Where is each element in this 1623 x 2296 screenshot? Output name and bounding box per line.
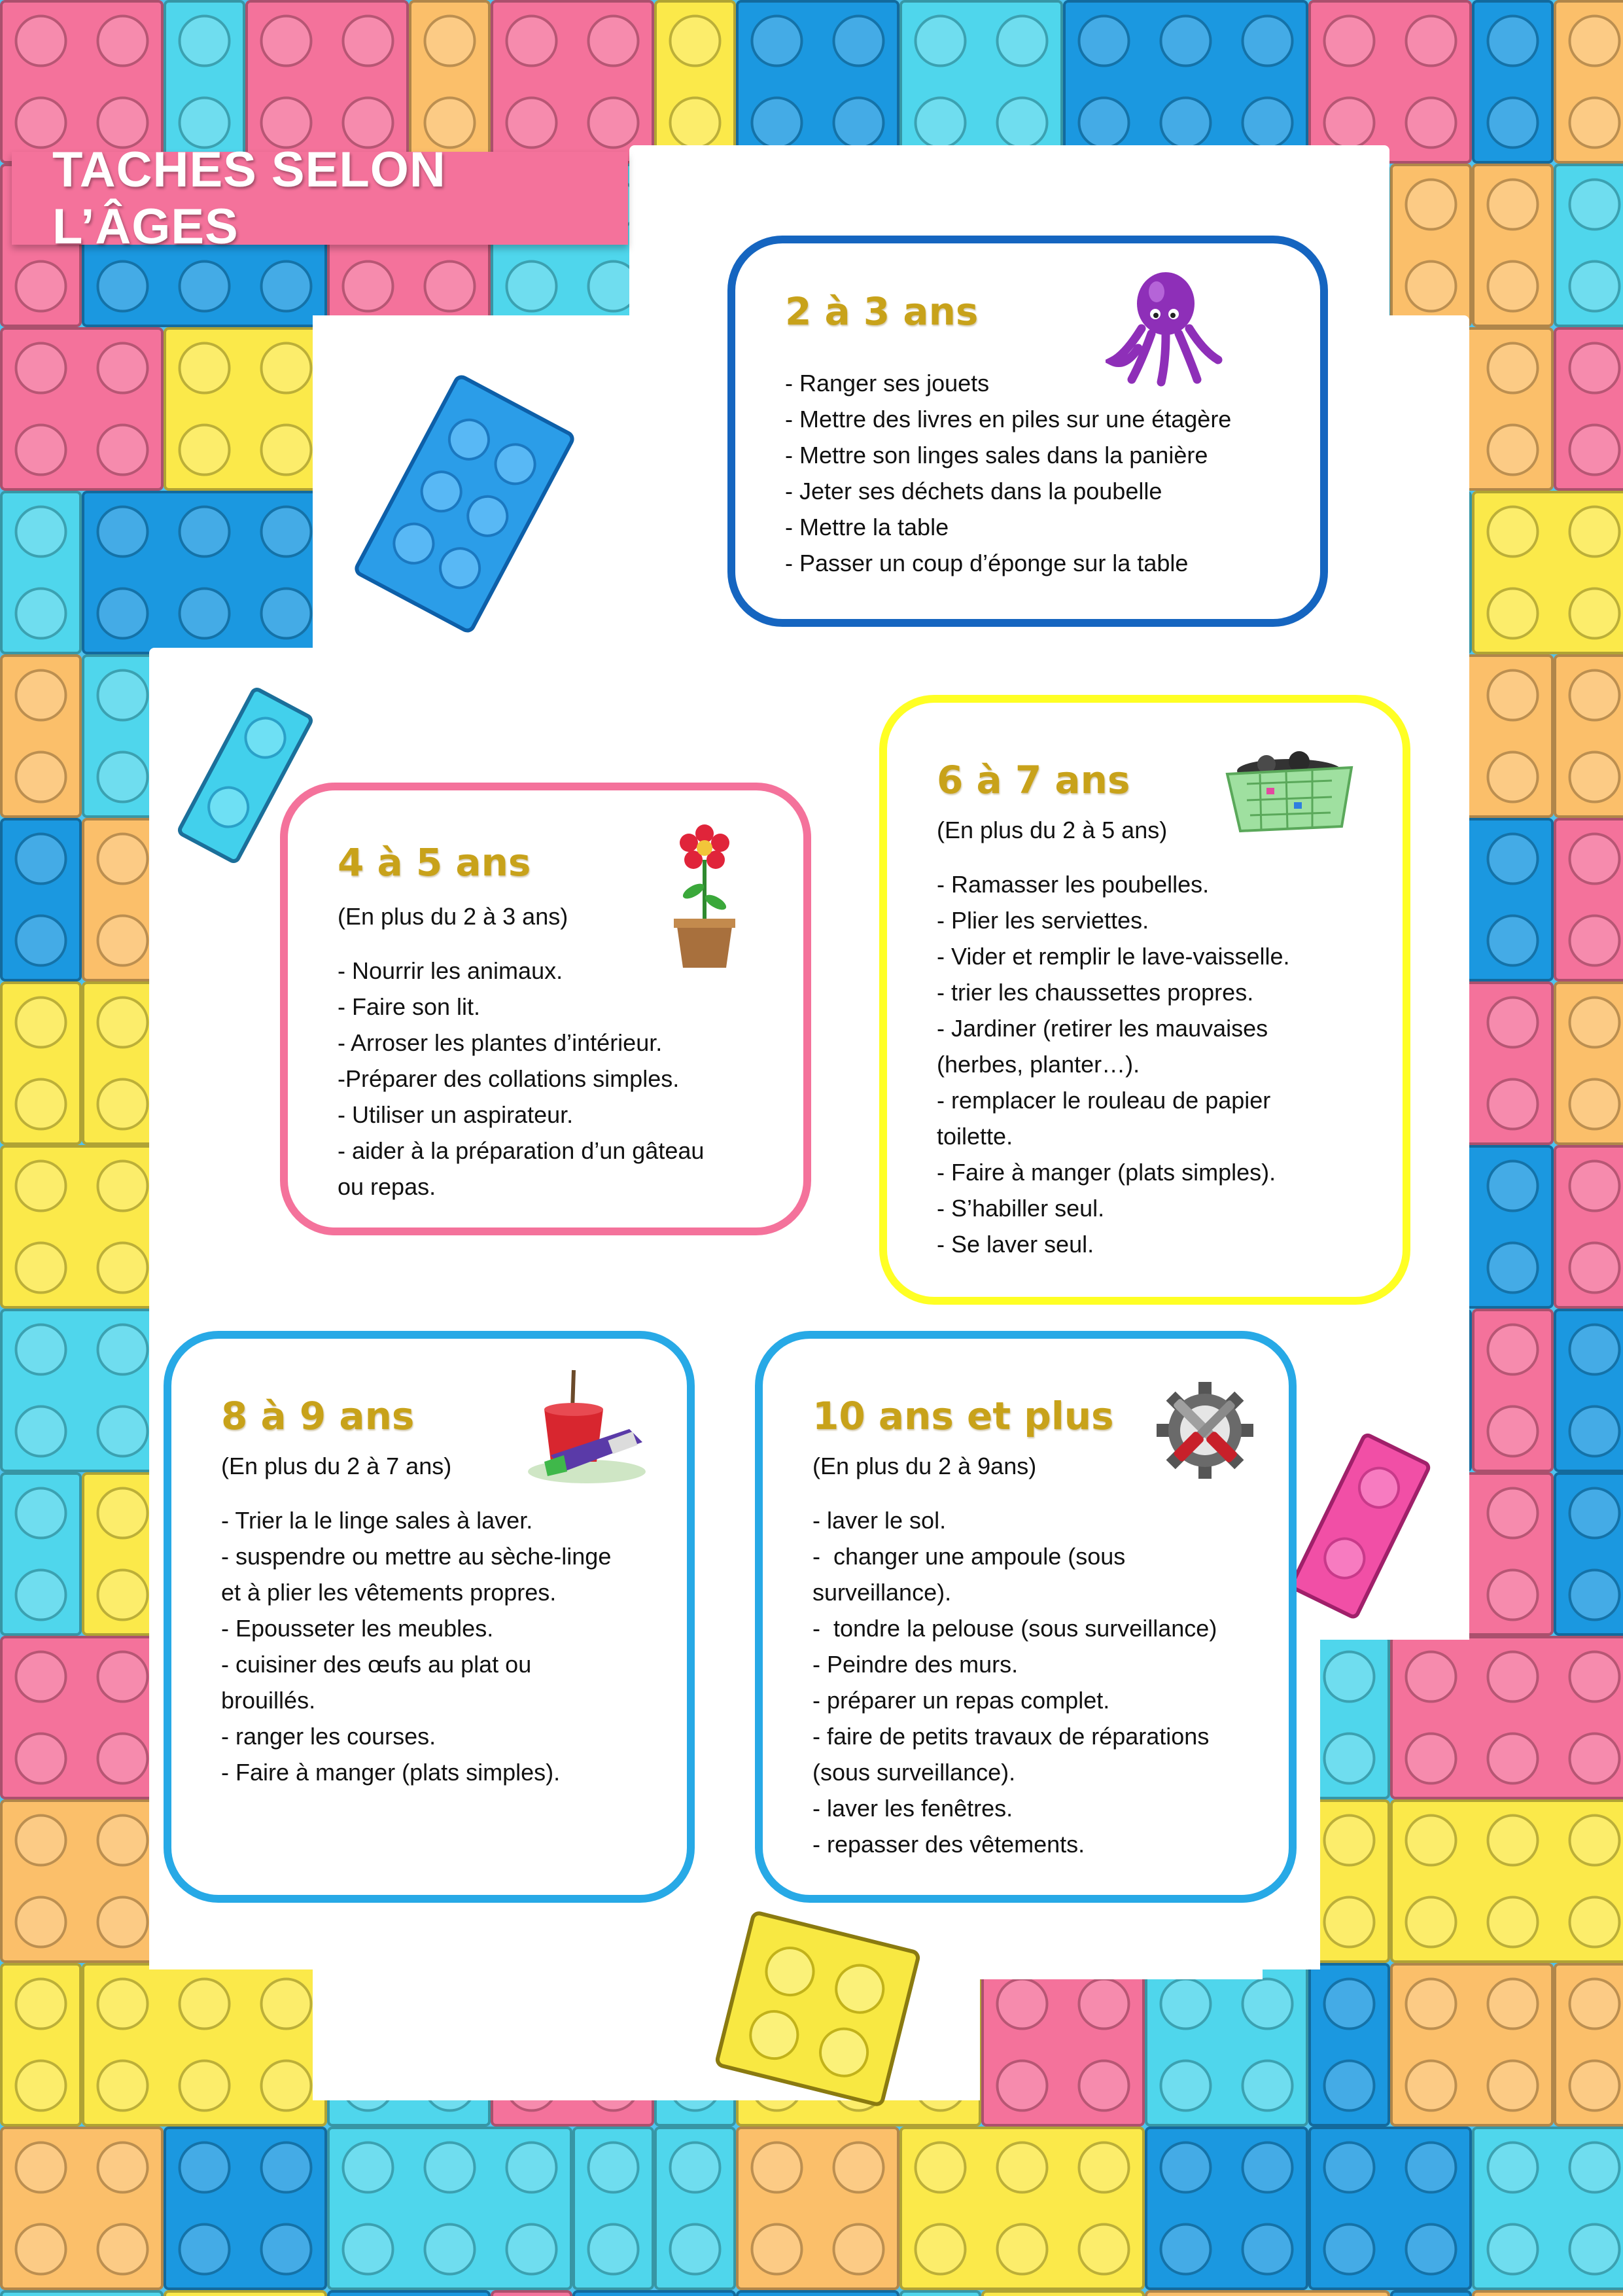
list-item: - Ramasser les poubelles. — [937, 871, 1210, 898]
page-title: TACHES SELON L’ÂGES — [52, 142, 446, 255]
list-item: - Jardiner (retirer les mauvaises — [937, 1015, 1268, 1042]
lego-stud — [1570, 1979, 1620, 2029]
lego-stud — [1570, 180, 1620, 230]
lego-brick — [1146, 2291, 1389, 2296]
lego-stud — [1488, 834, 1538, 884]
content-panel-bottom-right — [968, 1950, 1263, 1979]
lego-stud — [507, 2143, 557, 2193]
lego-stud — [98, 1325, 148, 1375]
lego-stud — [1488, 1080, 1538, 1129]
lego-stud — [1570, 98, 1620, 148]
lego-stud — [1488, 998, 1538, 1048]
lego-stud — [752, 2225, 802, 2274]
lego-stud — [1406, 1652, 1456, 1702]
lego-stud — [16, 916, 66, 966]
laundry-basket-icon — [1221, 745, 1358, 836]
lego-stud — [1570, 1161, 1620, 1211]
card-heading: 10 ans et plus — [812, 1394, 1114, 1438]
lego-stud — [1570, 671, 1620, 720]
lego-stud — [425, 2143, 475, 2193]
lego-stud — [16, 1898, 66, 1947]
list-item: (sous surveillance). — [812, 1759, 1016, 1786]
lego-stud — [1570, 1570, 1620, 1620]
list-item: - Faire à manger (plats simples). — [937, 1159, 1276, 1186]
lego-stud — [98, 507, 148, 557]
lego-stud — [916, 2225, 966, 2274]
lego-stud — [425, 98, 475, 148]
lego-stud — [834, 98, 884, 148]
lego-stud — [16, 2061, 66, 2111]
lego-stud — [180, 16, 230, 66]
lego-brick — [574, 2291, 735, 2296]
lego-stud — [16, 507, 66, 557]
list-item: - Faire son lit. — [338, 993, 481, 1020]
lego-brick — [328, 2291, 489, 2296]
lego-brick — [1473, 2291, 1623, 2296]
lego-stud — [262, 16, 311, 66]
list-item: surveillance). — [812, 1579, 952, 1606]
lego-stud — [98, 834, 148, 884]
lego-stud — [916, 98, 966, 148]
list-item: - Passer un coup d’éponge sur la table — [785, 550, 1189, 576]
list-item: - cuisiner des œufs au plat ou — [221, 1651, 532, 1678]
lego-stud — [98, 1652, 148, 1702]
card-age-10-plus — [755, 1331, 1297, 1903]
lego-stud — [343, 2143, 393, 2193]
lego-stud — [98, 998, 148, 1048]
list-item: et à plier les vêtements propres. — [221, 1579, 557, 1606]
lego-stud — [180, 2225, 230, 2274]
lego-stud — [98, 1816, 148, 1865]
card-age-8-9 — [164, 1331, 695, 1903]
lego-stud — [1488, 1652, 1538, 1702]
lego-stud — [1161, 98, 1211, 148]
list-item: - laver le sol. — [812, 1507, 947, 1534]
lego-stud — [1570, 262, 1620, 311]
lego-stud — [589, 98, 638, 148]
lego-stud — [1570, 998, 1620, 1048]
lego-stud — [16, 1489, 66, 1538]
lego-stud — [1161, 1979, 1211, 2029]
lego-stud — [1325, 1979, 1374, 2029]
lego-stud — [16, 2143, 66, 2193]
list-item: - remplacer le rouleau de papier — [937, 1087, 1271, 1114]
lego-stud — [262, 262, 311, 311]
list-item: - préparer un repas complet. — [812, 1687, 1110, 1714]
lego-stud — [507, 16, 557, 66]
lego-stud — [16, 262, 66, 311]
lego-stud — [1488, 1489, 1538, 1538]
lego-stud — [507, 262, 557, 311]
lego-stud — [1243, 16, 1293, 66]
octopus-icon — [1106, 263, 1223, 387]
list-item: - Mettre son linges sales dans la panière — [785, 442, 1208, 468]
card-subtitle: (En plus du 2 à 3 ans) — [338, 903, 568, 930]
lego-stud — [16, 1734, 66, 1784]
lego-stud — [1406, 98, 1456, 148]
task-list — [812, 1502, 1217, 1862]
card-age-6-7 — [879, 695, 1410, 1305]
lego-stud — [1325, 1734, 1374, 1784]
card-age-4-5 — [280, 783, 811, 1235]
lego-stud — [1243, 2143, 1293, 2193]
lego-brick — [983, 2291, 1143, 2296]
lego-stud — [1570, 1325, 1620, 1375]
list-item: - Plier les serviettes. — [937, 907, 1149, 934]
lego-stud — [98, 16, 148, 66]
lego-stud — [425, 2225, 475, 2274]
flower-pot-icon — [669, 814, 741, 971]
lego-stud — [180, 98, 230, 148]
lego-stud — [180, 1979, 230, 2029]
lego-stud — [1161, 2061, 1211, 2111]
lego-stud — [16, 671, 66, 720]
lego-stud — [1488, 752, 1538, 802]
lego-stud — [16, 1816, 66, 1865]
lego-stud — [16, 425, 66, 475]
lego-stud — [16, 752, 66, 802]
lego-stud — [262, 2061, 311, 2111]
lego-stud — [1488, 16, 1538, 66]
lego-stud — [589, 2143, 638, 2193]
card-age-2-3 — [727, 236, 1328, 627]
lego-stud — [1488, 2143, 1538, 2193]
lego-brick-blue-icon — [340, 366, 589, 641]
lego-stud — [98, 344, 148, 393]
lego-stud — [16, 1325, 66, 1375]
lego-stud — [998, 2061, 1047, 2111]
lego-stud — [98, 1243, 148, 1293]
lego-stud — [1570, 1080, 1620, 1129]
lego-stud — [1325, 1816, 1374, 1865]
lego-stud — [98, 671, 148, 720]
task-list — [221, 1502, 611, 1790]
lego-stud — [1325, 2225, 1374, 2274]
lego-stud — [1488, 1979, 1538, 2029]
lego-stud — [1079, 1979, 1129, 2029]
lego-brick-pink-icon — [1282, 1426, 1433, 1623]
lego-stud — [343, 98, 393, 148]
lego-stud — [180, 425, 230, 475]
list-item: - Vider et remplir le lave-vaisselle. — [937, 943, 1290, 970]
list-item: - Faire à manger (plats simples). — [221, 1759, 561, 1786]
lego-stud — [1161, 2225, 1211, 2274]
lego-stud — [1488, 1898, 1538, 1947]
lego-stud — [262, 98, 311, 148]
lego-stud — [1406, 2225, 1456, 2274]
list-item: - suspendre ou mettre au sèche-linge — [221, 1543, 612, 1570]
lego-stud — [262, 507, 311, 557]
list-item: - repasser des vêtements. — [812, 1831, 1085, 1858]
lego-stud — [1325, 2143, 1374, 2193]
lego-brick — [1, 2291, 162, 2296]
lego-stud — [16, 834, 66, 884]
lego-stud — [425, 16, 475, 66]
list-item: (herbes, planter…). — [937, 1051, 1140, 1078]
list-item: - S’habiller seul. — [937, 1195, 1105, 1222]
lego-stud — [507, 98, 557, 148]
lego-stud — [1325, 1652, 1374, 1702]
lego-stud — [262, 1979, 311, 2029]
lego-stud — [262, 344, 311, 393]
lego-stud — [1079, 2225, 1129, 2274]
lego-stud — [1243, 2225, 1293, 2274]
lego-stud — [98, 2061, 148, 2111]
lego-stud — [752, 16, 802, 66]
lego-stud — [1570, 16, 1620, 66]
lego-stud — [1406, 262, 1456, 311]
task-list — [785, 365, 1231, 581]
list-item: - Nourrir les animaux. — [338, 957, 563, 984]
lego-stud — [1570, 834, 1620, 884]
lego-stud — [1570, 1734, 1620, 1784]
lego-brick — [492, 2291, 571, 2296]
lego-stud — [1488, 98, 1538, 148]
lego-stud — [1488, 589, 1538, 639]
lego-stud — [16, 589, 66, 639]
lego-stud — [16, 1161, 66, 1211]
lego-stud — [1406, 1898, 1456, 1947]
lego-stud — [1325, 98, 1374, 148]
lego-stud — [180, 262, 230, 311]
lego-stud — [1406, 1734, 1456, 1784]
lego-stud — [1406, 180, 1456, 230]
card-heading: 4 à 5 ans — [338, 840, 531, 885]
lego-stud — [425, 262, 475, 311]
lego-stud — [1488, 671, 1538, 720]
lego-stud — [589, 16, 638, 66]
lego-stud — [1488, 1407, 1538, 1457]
lego-stud — [998, 98, 1047, 148]
lego-stud — [16, 1407, 66, 1457]
lego-stud — [16, 1243, 66, 1293]
lego-stud — [343, 2225, 393, 2274]
gear-tools-icon — [1153, 1378, 1257, 1483]
title-banner — [12, 142, 628, 255]
card-subtitle: (En plus du 2 à 7 ans) — [221, 1453, 452, 1479]
lego-stud — [1488, 916, 1538, 966]
lego-stud — [998, 2225, 1047, 2274]
lego-stud — [752, 2143, 802, 2193]
lego-stud — [98, 1489, 148, 1538]
lego-stud — [1488, 1243, 1538, 1293]
list-item: - Epousseter les meubles. — [221, 1615, 494, 1642]
lego-stud — [998, 2143, 1047, 2193]
lego-stud — [98, 262, 148, 311]
lego-stud — [16, 1080, 66, 1129]
lego-stud — [1570, 916, 1620, 966]
lego-stud — [1570, 425, 1620, 475]
list-item: -Préparer des collations simples. — [338, 1065, 680, 1092]
lego-stud — [98, 752, 148, 802]
list-item: - Jeter ses déchets dans la poubelle — [785, 478, 1162, 504]
lego-stud — [1488, 344, 1538, 393]
lego-stud — [1488, 425, 1538, 475]
lego-stud — [1488, 2225, 1538, 2274]
card-subtitle: (En plus du 2 à 5 ans) — [937, 817, 1168, 843]
lego-stud — [262, 425, 311, 475]
list-item: - Peindre des murs. — [812, 1651, 1019, 1678]
lego-stud — [1570, 2225, 1620, 2274]
lego-stud — [98, 1898, 148, 1947]
lego-stud — [98, 1734, 148, 1784]
lego-stud — [1570, 2061, 1620, 2111]
lego-stud — [916, 2143, 966, 2193]
lego-stud — [1079, 2143, 1129, 2193]
lego-brick — [901, 2291, 980, 2296]
lego-stud — [98, 1161, 148, 1211]
lego-stud — [262, 2143, 311, 2193]
lego-stud — [671, 16, 720, 66]
lego-stud — [1406, 1816, 1456, 1865]
task-list — [338, 953, 704, 1205]
list-item: - Mettre des livres en piles sur une étagère — [785, 406, 1232, 433]
lego-stud — [180, 589, 230, 639]
lego-stud — [98, 1979, 148, 2029]
list-item: - trier les chaussettes propres. — [937, 979, 1254, 1006]
list-item: - tondre la pelouse (sous surveillance) — [812, 1615, 1217, 1642]
list-item: - aider à la préparation d’un gâteau — [338, 1137, 705, 1164]
lego-stud — [180, 2143, 230, 2193]
lego-stud — [589, 2225, 638, 2274]
lego-stud — [1570, 752, 1620, 802]
lego-stud — [16, 344, 66, 393]
lego-stud — [1406, 2143, 1456, 2193]
lego-stud — [834, 16, 884, 66]
lego-stud — [98, 2225, 148, 2274]
lego-brick — [165, 2291, 326, 2296]
lego-stud — [262, 589, 311, 639]
lego-stud — [1570, 1407, 1620, 1457]
lego-stud — [262, 2225, 311, 2274]
lego-stud — [1488, 180, 1538, 230]
lego-stud — [1488, 2061, 1538, 2111]
lego-stud — [1406, 2061, 1456, 2111]
list-item: - laver les fenêtres. — [812, 1795, 1013, 1822]
lego-stud — [98, 1407, 148, 1457]
lego-stud — [1488, 1161, 1538, 1211]
lego-stud — [16, 1979, 66, 2029]
lego-stud — [1406, 16, 1456, 66]
list-item: - changer une ampoule (sous — [812, 1543, 1126, 1570]
lego-stud — [16, 998, 66, 1048]
lego-stud — [1243, 98, 1293, 148]
lego-stud — [1488, 1816, 1538, 1865]
lego-stud — [16, 1570, 66, 1620]
lego-stud — [1079, 98, 1129, 148]
list-item: - Ranger ses jouets — [785, 370, 990, 397]
lego-stud — [1325, 1898, 1374, 1947]
lego-stud — [752, 98, 802, 148]
list-item: - Se laver seul. — [937, 1231, 1094, 1258]
lego-stud — [98, 2143, 148, 2193]
lego-stud — [98, 425, 148, 475]
lego-stud — [1570, 1243, 1620, 1293]
lego-stud — [1243, 1979, 1293, 2029]
lego-stud — [16, 98, 66, 148]
card-subtitle: (En plus du 2 à 9ans) — [812, 1453, 1037, 1479]
lego-brick — [737, 2291, 898, 2296]
lego-stud — [671, 2143, 720, 2193]
lego-stud — [98, 916, 148, 966]
list-item: - faire de petits travaux de réparations — [812, 1723, 1210, 1750]
list-item: - Mettre la table — [785, 514, 949, 540]
lego-stud — [1570, 589, 1620, 639]
lego-stud — [1570, 1652, 1620, 1702]
lego-stud — [916, 16, 966, 66]
cleaning-bucket-icon — [518, 1357, 655, 1488]
lego-stud — [1488, 1734, 1538, 1784]
lego-stud — [998, 1979, 1047, 2029]
list-item: - Trier la le linge sales à laver. — [221, 1507, 533, 1534]
lego-stud — [1488, 1325, 1538, 1375]
list-item: toilette. — [937, 1123, 1013, 1150]
lego-stud — [1570, 2143, 1620, 2193]
task-list — [937, 866, 1290, 1262]
lego-stud — [343, 16, 393, 66]
lego-stud — [16, 2225, 66, 2274]
lego-stud — [98, 1080, 148, 1129]
list-item: - Utiliser un aspirateur. — [338, 1101, 574, 1128]
list-item: ou repas. — [338, 1173, 436, 1200]
lego-stud — [98, 589, 148, 639]
card-heading: 6 à 7 ans — [937, 758, 1130, 802]
lego-stud — [180, 344, 230, 393]
list-item: - Arroser les plantes d’intérieur. — [338, 1029, 663, 1056]
lego-stud — [1570, 1816, 1620, 1865]
lego-stud — [1570, 1489, 1620, 1538]
lego-stud — [1570, 1898, 1620, 1947]
lego-stud — [1243, 2061, 1293, 2111]
list-item: brouillés. — [221, 1687, 316, 1714]
lego-stud — [1570, 344, 1620, 393]
lego-stud — [1488, 262, 1538, 311]
lego-stud — [180, 507, 230, 557]
lego-stud — [671, 98, 720, 148]
lego-stud — [1161, 16, 1211, 66]
list-item: - ranger les courses. — [221, 1723, 436, 1750]
lego-stud — [343, 262, 393, 311]
lego-stud — [1079, 2061, 1129, 2111]
lego-brick — [1391, 2291, 1471, 2296]
lego-stud — [1488, 507, 1538, 557]
lego-stud — [180, 2061, 230, 2111]
card-heading: 8 à 9 ans — [221, 1394, 415, 1438]
lego-stud — [507, 2225, 557, 2274]
lego-stud — [1325, 16, 1374, 66]
lego-stud — [16, 1652, 66, 1702]
lego-stud — [98, 1570, 148, 1620]
lego-stud — [16, 16, 66, 66]
lego-stud — [671, 2225, 720, 2274]
lego-stud — [98, 98, 148, 148]
lego-stud — [1406, 1979, 1456, 2029]
card-heading: 2 à 3 ans — [785, 289, 979, 334]
lego-stud — [1079, 16, 1129, 66]
lego-brick-yellow-icon — [707, 1898, 929, 2120]
lego-stud — [1570, 507, 1620, 557]
lego-stud — [834, 2143, 884, 2193]
lego-stud — [834, 2225, 884, 2274]
lego-stud — [1325, 2061, 1374, 2111]
lego-stud — [1161, 2143, 1211, 2193]
lego-stud — [1488, 1570, 1538, 1620]
lego-stud — [998, 16, 1047, 66]
